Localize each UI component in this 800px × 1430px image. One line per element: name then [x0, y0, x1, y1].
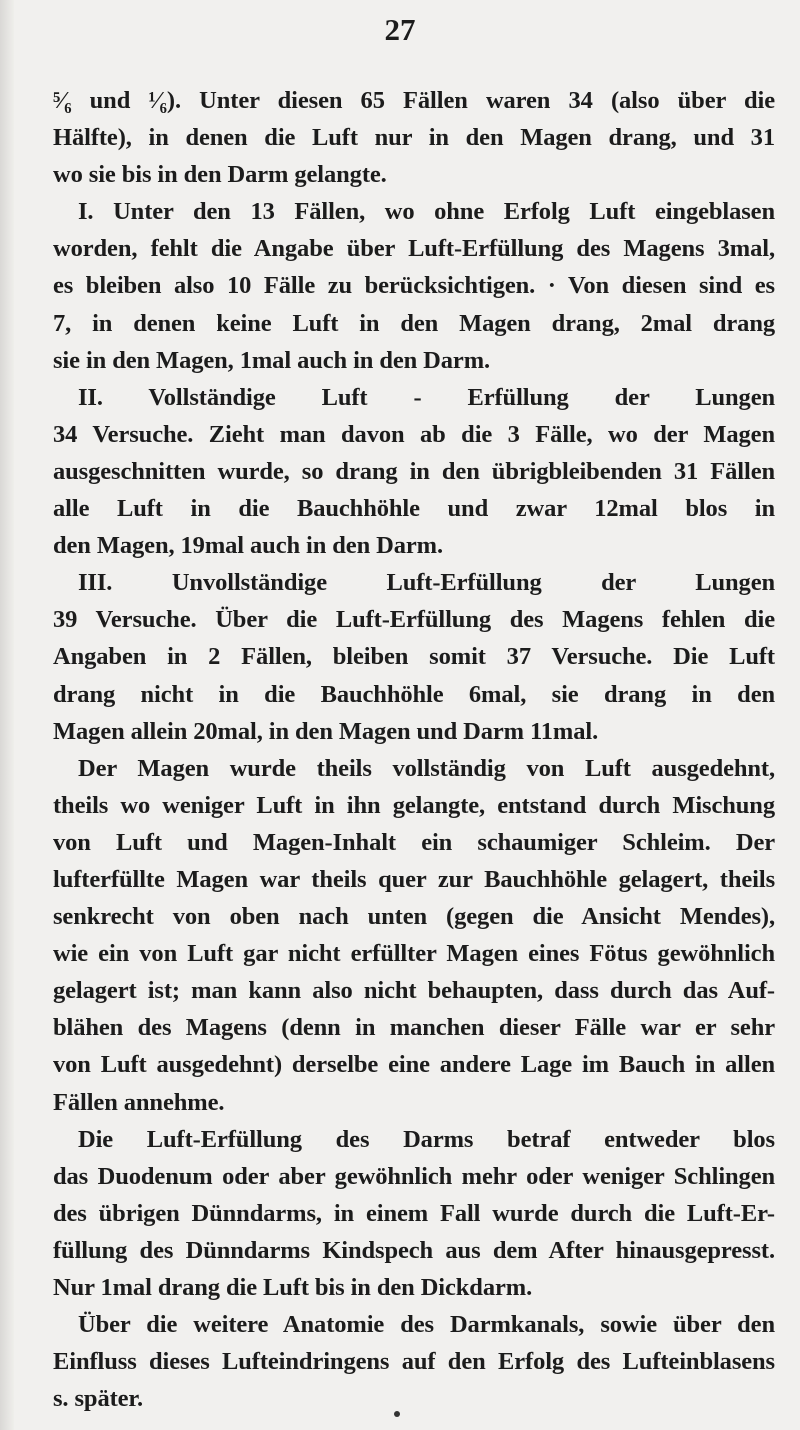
- text-line: Über die weitere Anatomie des Darmkanals, sowie über den: [78, 1311, 775, 1339]
- text-line: 7, in denen keine Luft in den Magen drang, 2mal drang: [53, 309, 775, 337]
- text-line: drang nicht in die Bauchhöhle 6mal, sie drang in den: [53, 680, 775, 708]
- text-line: Magen allein 20mal, in den Magen und Darm 11mal.: [53, 717, 599, 745]
- page-number: 27: [384, 12, 416, 47]
- text-line: theils wo weniger Luft in ihn gelangte, entstand durch Mischung: [53, 791, 775, 819]
- text-line: Der Magen wurde theils vollständig von Luft ausgedehnt,: [78, 754, 775, 782]
- text-line: wie ein von Luft gar nicht erfüllter Magen eines Fötus gewöhnlich: [53, 940, 775, 968]
- text-line: Die Luft-Erfüllung des Darms betraf entweder blos: [78, 1125, 775, 1153]
- text-line: alle Luft in die Bauchhöhle und zwar 12mal blos in: [53, 495, 775, 523]
- text-line: den Magen, 19mal auch in den Darm.: [53, 532, 443, 560]
- text-line: 39 Versuche. Über die Luft-Erfüllung des Magens fehlen die: [53, 606, 775, 634]
- text-line: von Luft ausgedehnt) derselbe eine andere Lage im Bauch in allen: [53, 1051, 775, 1079]
- text-line: Nur 1mal drang die Luft bis in den Dickdarm.: [53, 1274, 533, 1301]
- text-line: von Luft und Magen-Inhalt ein schaumiger Schleim. Der: [53, 828, 775, 856]
- text-line: Hälfte), in denen die Luft nur in den Magen drang, und 31: [53, 124, 775, 152]
- text-line: Einfluss dieses Lufteindringens auf den Erfolg des Lufteinblasens: [53, 1348, 775, 1376]
- body-text: [53, 82, 775, 1417]
- text-line: ⁵⁄₆ und ¹⁄₆). Unter diesen 65 Fällen waren 34 (also über die: [53, 87, 775, 114]
- text-line: senkrecht von oben nach unten (gegen die Ansicht Mendes),: [53, 903, 775, 931]
- text-line: ausgeschnitten wurde, so drang in den übrigbleibenden 31 Fällen: [53, 457, 775, 485]
- text-line: gelagert ist; man kann also nicht behaupten, dass durch das Auf-: [53, 977, 775, 1005]
- text-line: des übrigen Dünndarms, in einem Fall wurde durch die Luft-Er-: [53, 1199, 775, 1227]
- text-line: I. Unter den 13 Fällen, wo ohne Erfolg Luft eingeblasen: [78, 198, 775, 226]
- text-line: 34 Versuche. Zieht man davon ab die 3 Fälle, wo der Magen: [53, 420, 775, 448]
- text-line: lufterfüllte Magen war theils quer zur Bauchhöhle gelagert, theils: [53, 865, 775, 893]
- text-line: blähen des Magens (denn in manchen dieser Fälle war er sehr: [53, 1014, 775, 1042]
- text-line: s. später.: [53, 1385, 143, 1413]
- text-line: worden, fehlt die Angabe über Luft-Erfüllung des Magens 3mal,: [53, 235, 775, 263]
- section-heading-line: III. Unvollständige Luft-Erfüllung der Lungen: [78, 569, 775, 597]
- ink-speck: [394, 1411, 400, 1417]
- text-line: Angaben in 2 Fällen, bleiben somit 37 Versuche. Die Luft: [53, 643, 775, 671]
- text-line: wo sie bis in den Darm gelangte.: [53, 161, 387, 189]
- section-heading-line: II. Vollständige Luft - Erfüllung der Lungen: [78, 383, 775, 411]
- page-edge-shadow: [0, 0, 14, 1430]
- text-line: sie in den Magen, 1mal auch in den Darm.: [53, 346, 491, 374]
- text-line: füllung des Dünndarms Kindspech aus dem After hinausgepresst.: [53, 1236, 775, 1264]
- text-line: Fällen annehme.: [53, 1088, 225, 1116]
- text-line: es bleiben also 10 Fälle zu berücksichtigen. · Von diesen sind es: [53, 272, 775, 300]
- text-line: das Duodenum oder aber gewöhnlich mehr oder weniger Schlingen: [53, 1162, 775, 1190]
